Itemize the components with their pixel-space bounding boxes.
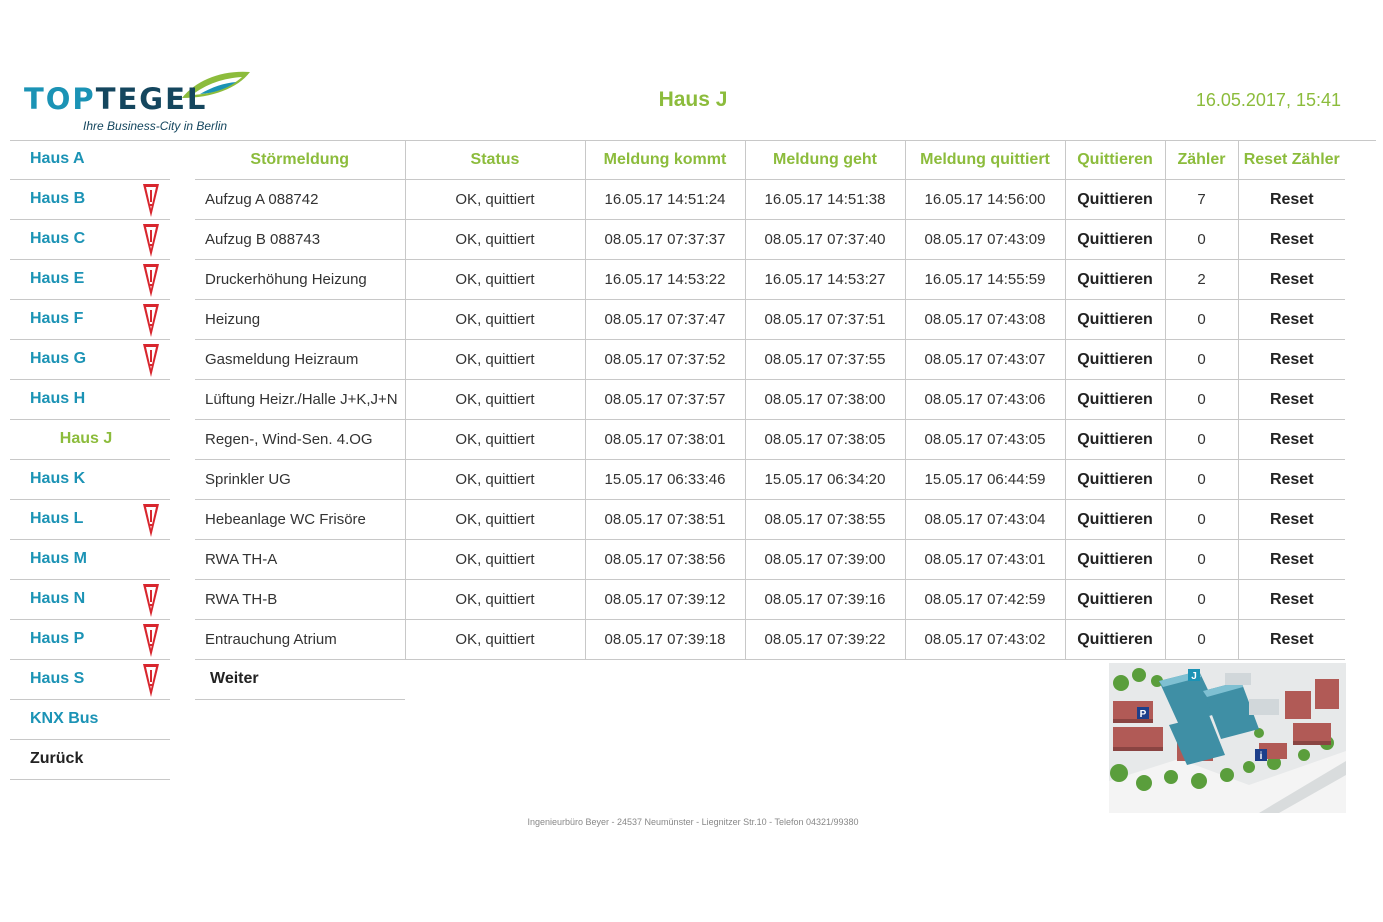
zaehler-cell: 0 xyxy=(1165,580,1238,620)
zaehler-cell: 0 xyxy=(1165,500,1238,540)
table-header-row xyxy=(195,140,1345,180)
status-cell: OK, quittiert xyxy=(405,620,585,660)
status-cell: OK, quittiert xyxy=(405,300,585,340)
meldung-geht-cell: 08.05.17 07:38:55 xyxy=(745,500,905,540)
sidebar-item-haus-g[interactable] xyxy=(10,340,170,380)
sidebar-item-haus-n[interactable] xyxy=(10,580,170,620)
logo-wordmark: TOPTEGEL xyxy=(24,82,208,116)
alarm-name-cell: Regen-, Wind-Sen. 4.OG xyxy=(195,420,405,460)
logo-tagline: Ihre Business-City in Berlin xyxy=(83,119,228,133)
quittieren-button[interactable]: Quittieren xyxy=(1065,460,1165,500)
map-marker-p: P xyxy=(1139,709,1147,720)
meldung-kommt-cell: 08.05.17 07:37:52 xyxy=(585,340,745,380)
table-row xyxy=(195,540,1345,580)
meldung-quittiert-cell: 16.05.17 14:56:00 xyxy=(905,180,1065,220)
meldung-geht-cell: 16.05.17 14:51:38 xyxy=(745,180,905,220)
meldung-quittiert-cell: 08.05.17 07:43:07 xyxy=(905,340,1065,380)
quittieren-button[interactable]: Quittieren xyxy=(1065,500,1165,540)
meldung-geht-cell: 08.05.17 07:39:16 xyxy=(745,580,905,620)
sidebar-item-knx-bus[interactable] xyxy=(10,700,170,740)
sidebar-item-zurück[interactable] xyxy=(10,740,170,780)
column-header-meldung-geht: Meldung geht xyxy=(745,140,905,180)
table-row xyxy=(195,340,1345,380)
alarm-warning-icon xyxy=(142,222,160,258)
reset-button[interactable]: Reset xyxy=(1238,300,1345,340)
column-header-meldung-kommt: Meldung kommt xyxy=(585,140,745,180)
zaehler-cell: 0 xyxy=(1165,460,1238,500)
sidebar-item-haus-e[interactable] xyxy=(10,260,170,300)
zaehler-cell: 0 xyxy=(1165,620,1238,660)
zaehler-cell: 0 xyxy=(1165,420,1238,460)
table-row xyxy=(195,220,1345,260)
alarm-name-cell: Aufzug A 088742 xyxy=(195,180,405,220)
zaehler-cell: 2 xyxy=(1165,260,1238,300)
quittieren-button[interactable]: Quittieren xyxy=(1065,620,1165,660)
sidebar-item-label: Haus H xyxy=(30,390,86,407)
sidebar-item-label: Haus E xyxy=(30,270,85,287)
sidebar-item-haus-j[interactable] xyxy=(10,420,170,460)
alarm-warning-icon xyxy=(142,502,160,538)
sidebar-item-label: Haus A xyxy=(30,150,85,167)
reset-button[interactable]: Reset xyxy=(1238,460,1345,500)
site-map-image[interactable] xyxy=(1109,663,1346,813)
meldung-geht-cell: 16.05.17 14:53:27 xyxy=(745,260,905,300)
reset-button[interactable]: Reset xyxy=(1238,260,1345,300)
weiter-button[interactable] xyxy=(195,660,405,700)
reset-button[interactable]: Reset xyxy=(1238,220,1345,260)
reset-button[interactable]: Reset xyxy=(1238,180,1345,220)
meldung-geht-cell: 08.05.17 07:37:40 xyxy=(745,220,905,260)
meldung-kommt-cell: 08.05.17 07:37:57 xyxy=(585,380,745,420)
zaehler-cell: 0 xyxy=(1165,540,1238,580)
sidebar-nav xyxy=(10,140,170,780)
status-cell: OK, quittiert xyxy=(405,340,585,380)
alarm-name-cell: Gasmeldung Heizraum xyxy=(195,340,405,380)
sidebar-item-label: Haus L xyxy=(30,510,84,527)
sidebar-item-label: Haus F xyxy=(30,310,84,327)
alarm-warning-icon xyxy=(142,582,160,618)
meldung-quittiert-cell: 08.05.17 07:43:05 xyxy=(905,420,1065,460)
sidebar-item-label: Haus C xyxy=(30,230,86,247)
alarm-name-cell: Druckerhöhung Heizung xyxy=(195,260,405,300)
meldung-quittiert-cell: 08.05.17 07:43:06 xyxy=(905,380,1065,420)
zaehler-cell: 0 xyxy=(1165,380,1238,420)
reset-button[interactable]: Reset xyxy=(1238,540,1345,580)
table-row xyxy=(195,260,1345,300)
alarm-name-cell: Entrauchung Atrium xyxy=(195,620,405,660)
sidebar-item-haus-m[interactable] xyxy=(10,540,170,580)
quittieren-button[interactable]: Quittieren xyxy=(1065,340,1165,380)
footer-text: Ingenieurbüro Beyer - 24537 Neumünster - Liegnitzer Str.10 - Telefon 04321/99380 xyxy=(527,817,859,827)
status-cell: OK, quittiert xyxy=(405,380,585,420)
sidebar-item-haus-a[interactable] xyxy=(10,140,170,180)
reset-button[interactable]: Reset xyxy=(1238,620,1345,660)
column-header-reset-zähler: Reset Zähler xyxy=(1238,140,1345,180)
quittieren-button[interactable]: Quittieren xyxy=(1065,220,1165,260)
alarm-name-cell: Aufzug B 088743 xyxy=(195,220,405,260)
zaehler-cell: 0 xyxy=(1165,220,1238,260)
meldung-quittiert-cell: 08.05.17 07:43:09 xyxy=(905,220,1065,260)
sidebar-item-label: Haus J xyxy=(59,430,113,447)
status-cell: OK, quittiert xyxy=(405,260,585,300)
sidebar-item-haus-h[interactable] xyxy=(10,380,170,420)
weiter-label: Weiter xyxy=(210,670,259,687)
quittieren-button[interactable]: Quittieren xyxy=(1065,540,1165,580)
meldung-geht-cell: 08.05.17 07:37:51 xyxy=(745,300,905,340)
sidebar-item-label: KNX Bus xyxy=(30,710,99,727)
sidebar-item-label: Haus S xyxy=(30,670,85,687)
alarm-table xyxy=(195,140,1345,660)
zaehler-cell: 0 xyxy=(1165,340,1238,380)
sidebar-item-haus-k[interactable] xyxy=(10,460,170,500)
alarm-warning-icon xyxy=(142,262,160,298)
sidebar-item-haus-l[interactable] xyxy=(10,500,170,540)
zaehler-cell: 7 xyxy=(1165,180,1238,220)
alarm-warning-icon xyxy=(142,622,160,658)
meldung-geht-cell: 15.05.17 06:34:20 xyxy=(745,460,905,500)
table-row xyxy=(195,180,1345,220)
meldung-kommt-cell: 15.05.17 06:33:46 xyxy=(585,460,745,500)
alarm-warning-icon xyxy=(142,342,160,378)
sidebar-item-haus-s[interactable] xyxy=(10,660,170,700)
quittieren-button[interactable]: Quittieren xyxy=(1065,420,1165,460)
meldung-kommt-cell: 08.05.17 07:38:51 xyxy=(585,500,745,540)
quittieren-button[interactable]: Quittieren xyxy=(1065,260,1165,300)
alarm-name-cell: RWA TH-A xyxy=(195,540,405,580)
zaehler-cell: 0 xyxy=(1165,300,1238,340)
meldung-geht-cell: 08.05.17 07:39:00 xyxy=(745,540,905,580)
meldung-quittiert-cell: 15.05.17 06:44:59 xyxy=(905,460,1065,500)
reset-button[interactable]: Reset xyxy=(1238,420,1345,460)
quittieren-button[interactable]: Quittieren xyxy=(1065,580,1165,620)
toptegel-logo xyxy=(24,68,264,138)
meldung-quittiert-cell: 16.05.17 14:55:59 xyxy=(905,260,1065,300)
column-header-meldung-quittiert: Meldung quittiert xyxy=(905,140,1065,180)
quittieren-button[interactable]: Quittieren xyxy=(1065,380,1165,420)
table-row xyxy=(195,380,1345,420)
sidebar-item-label: Haus P xyxy=(30,630,85,647)
status-cell: OK, quittiert xyxy=(405,180,585,220)
sidebar-item-label: Haus N xyxy=(30,590,86,607)
table-row xyxy=(195,620,1345,660)
status-cell: OK, quittiert xyxy=(405,580,585,620)
reset-button[interactable]: Reset xyxy=(1238,500,1345,540)
meldung-kommt-cell: 08.05.17 07:38:01 xyxy=(585,420,745,460)
meldung-geht-cell: 08.05.17 07:37:55 xyxy=(745,340,905,380)
alarm-name-cell: Hebeanlage WC Frisöre xyxy=(195,500,405,540)
quittieren-button[interactable]: Quittieren xyxy=(1065,300,1165,340)
reset-button[interactable]: Reset xyxy=(1238,340,1345,380)
sidebar-item-haus-p[interactable] xyxy=(10,620,170,660)
column-header-zähler: Zähler xyxy=(1165,140,1238,180)
alarm-warning-icon xyxy=(142,662,160,698)
sidebar-item-label: Haus M xyxy=(30,550,87,567)
sidebar-item-haus-f[interactable] xyxy=(10,300,170,340)
table-row xyxy=(195,580,1345,620)
table-row xyxy=(195,300,1345,340)
map-marker-j: J xyxy=(1191,671,1197,682)
sidebar-item-haus-b[interactable] xyxy=(10,180,170,220)
status-cell: OK, quittiert xyxy=(405,500,585,540)
meldung-quittiert-cell: 08.05.17 07:43:01 xyxy=(905,540,1065,580)
status-cell: OK, quittiert xyxy=(405,220,585,260)
meldung-kommt-cell: 16.05.17 14:51:24 xyxy=(585,180,745,220)
sidebar-item-label: Zurück xyxy=(30,750,84,767)
status-cell: OK, quittiert xyxy=(405,420,585,460)
meldung-kommt-cell: 08.05.17 07:37:37 xyxy=(585,220,745,260)
sidebar-item-haus-c[interactable] xyxy=(10,220,170,260)
status-cell: OK, quittiert xyxy=(405,460,585,500)
datetime: 16.05.2017, 15:41 xyxy=(1195,90,1341,110)
map-marker-info: i xyxy=(1259,751,1263,762)
table-row xyxy=(195,500,1345,540)
meldung-geht-cell: 08.05.17 07:38:00 xyxy=(745,380,905,420)
alarm-warning-icon xyxy=(142,302,160,338)
sidebar-item-label: Haus K xyxy=(30,470,86,487)
quittieren-button[interactable]: Quittieren xyxy=(1065,180,1165,220)
meldung-quittiert-cell: 08.05.17 07:43:08 xyxy=(905,300,1065,340)
meldung-quittiert-cell: 08.05.17 07:43:02 xyxy=(905,620,1065,660)
alarm-warning-icon xyxy=(142,182,160,218)
meldung-kommt-cell: 08.05.17 07:39:12 xyxy=(585,580,745,620)
table-row xyxy=(195,460,1345,500)
column-header-störmeldung: Störmeldung xyxy=(195,140,405,180)
alarm-name-cell: Lüftung Heizr./Halle J+K,J+N xyxy=(195,380,405,420)
alarm-name-cell: Sprinkler UG xyxy=(195,460,405,500)
meldung-kommt-cell: 08.05.17 07:37:47 xyxy=(585,300,745,340)
reset-button[interactable]: Reset xyxy=(1238,380,1345,420)
status-cell: OK, quittiert xyxy=(405,540,585,580)
meldung-kommt-cell: 16.05.17 14:53:22 xyxy=(585,260,745,300)
meldung-geht-cell: 08.05.17 07:38:05 xyxy=(745,420,905,460)
alarm-name-cell: Heizung xyxy=(195,300,405,340)
meldung-quittiert-cell: 08.05.17 07:42:59 xyxy=(905,580,1065,620)
column-header-quittieren: Quittieren xyxy=(1065,140,1165,180)
page-title: Haus J xyxy=(658,88,728,111)
meldung-quittiert-cell: 08.05.17 07:43:04 xyxy=(905,500,1065,540)
sidebar-item-label: Haus B xyxy=(30,190,86,207)
meldung-kommt-cell: 08.05.17 07:38:56 xyxy=(585,540,745,580)
reset-button[interactable]: Reset xyxy=(1238,580,1345,620)
table-row xyxy=(195,420,1345,460)
alarm-name-cell: RWA TH-B xyxy=(195,580,405,620)
meldung-kommt-cell: 08.05.17 07:39:18 xyxy=(585,620,745,660)
meldung-geht-cell: 08.05.17 07:39:22 xyxy=(745,620,905,660)
sidebar-item-label: Haus G xyxy=(30,350,87,367)
column-header-status: Status xyxy=(405,140,585,180)
